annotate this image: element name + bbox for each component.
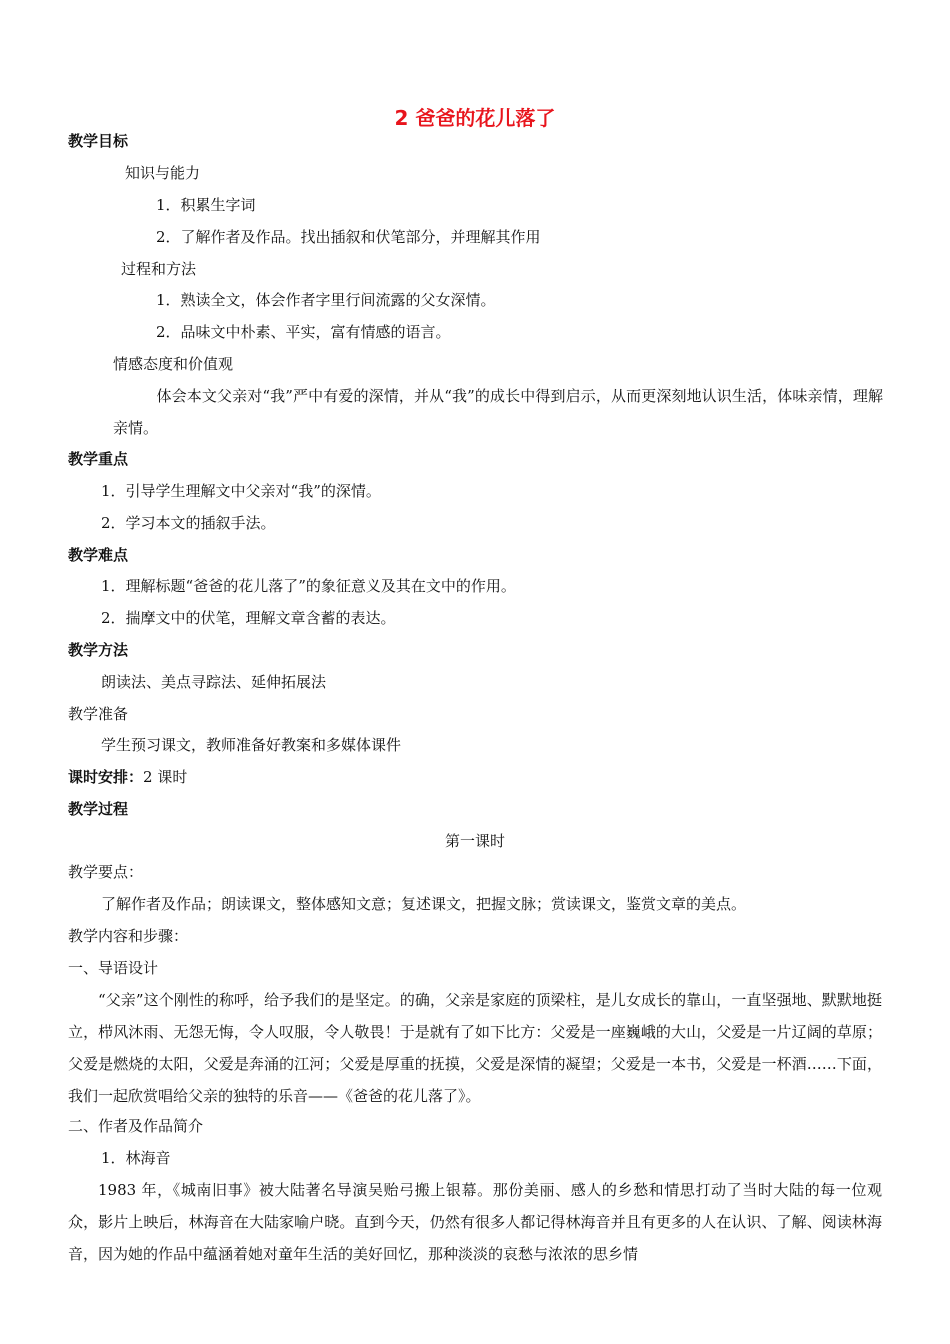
objectives-heading: 教学目标	[68, 132, 129, 150]
difficulty-1: 1．理解标题“爸爸的花儿落了”的象征意义及其在文中的作用。	[101, 577, 516, 595]
process-heading: 过程和方法	[121, 260, 197, 278]
knowledge-heading: 知识与能力	[125, 164, 201, 182]
emotion-text: 体会本文父亲对“我”严中有爱的深情，并从“我”的成长中得到启示，从而更深刻地认识生活，体味亲情，理解亲情。	[113, 387, 883, 437]
lesson-title: 第一课时	[444, 832, 505, 850]
lesson-points-text: 了解作者及作品；朗读课文，整体感知文意；复述课文，把握文脉；赏读课文，鉴赏文章的美点。	[101, 895, 747, 913]
schedule-line	[68, 767, 187, 787]
difficulty-2: 2．揣摩文中的伏笔，理解文章含蓄的表达。	[101, 609, 396, 627]
methods-heading: 教学方法	[68, 641, 129, 659]
lesson-steps-label: 教学内容和步骤：	[68, 927, 189, 945]
schedule-label: 课时安排：	[68, 768, 144, 786]
key-point-1: 1．引导学生理解文中父亲对“我”的深情。	[101, 482, 381, 500]
section-intro-heading: 一、导语设计	[68, 959, 159, 977]
document-title: 2 爸爸的花儿落了	[394, 106, 556, 130]
preparation-text: 学生预习课文，教师准备好教案和多媒体课件	[101, 736, 402, 754]
preparation-heading: 教学准备	[68, 705, 129, 723]
emotion-heading: 情感态度和价值观	[113, 355, 234, 373]
process-section-heading: 教学过程	[68, 800, 129, 818]
process-item-1: 1．熟读全文，体会作者字里行间流露的父女深情。	[156, 291, 496, 309]
key-point-2: 2．学习本文的插叙手法。	[101, 514, 276, 532]
process-item-2: 2．品味文中朴素、平实，富有情感的语言。	[156, 323, 451, 341]
difficulties-heading: 教学难点	[68, 546, 129, 564]
lesson-points-label: 教学要点：	[68, 863, 144, 881]
knowledge-item-1: 1．积累生字词	[156, 196, 256, 214]
schedule-value: 2 课时	[143, 768, 188, 786]
knowledge-item-2: 2．了解作者及作品。找出插叙和伏笔部分，并理解其作用	[156, 228, 541, 246]
intro-paragraph: “父亲”这个刚性的称呼，给予我们的是坚定。的确，父亲是家庭的顶梁柱，是儿女成长的靠山，一直坚强地、默默地挺立，栉风沐雨、无怨无悔，令人叹服，令人敬畏！于是就有了如下比方：父爱是一座巍峨的大山，父爱是一片辽阔的草原；父爱是燃烧的太阳，父爱是奔涌的江河；父爱是厚重的抚摸，父爱是深情的凝望；父爱是一本书，父爱是一杯酒……下面，我们一起欣赏唱给父亲的独特的乐音——《爸爸的花儿落了》。	[68, 991, 882, 1105]
author-item: 1．林海音	[101, 1149, 171, 1167]
methods-text: 朗读法、美点寻踪法、延伸拓展法	[101, 673, 327, 691]
section-author-heading: 二、作者及作品简介	[68, 1117, 204, 1135]
author-paragraph: 1983 年，《城南旧事》被大陆著名导演吴贻弓搬上银幕。那份美丽、感人的乡愁和情思打动了当时大陆的每一位观众，影片上映后，林海音在大陆家喻户晓。直到今天，仍然有很多人都记得林海音并且有更多的人在认识、了解、阅读林海音，因为她的作品中蕴涵着她对童年生活的美好回忆，那种淡淡的哀愁与浓浓的思乡情	[68, 1181, 882, 1263]
key-points-heading: 教学重点	[68, 450, 129, 468]
